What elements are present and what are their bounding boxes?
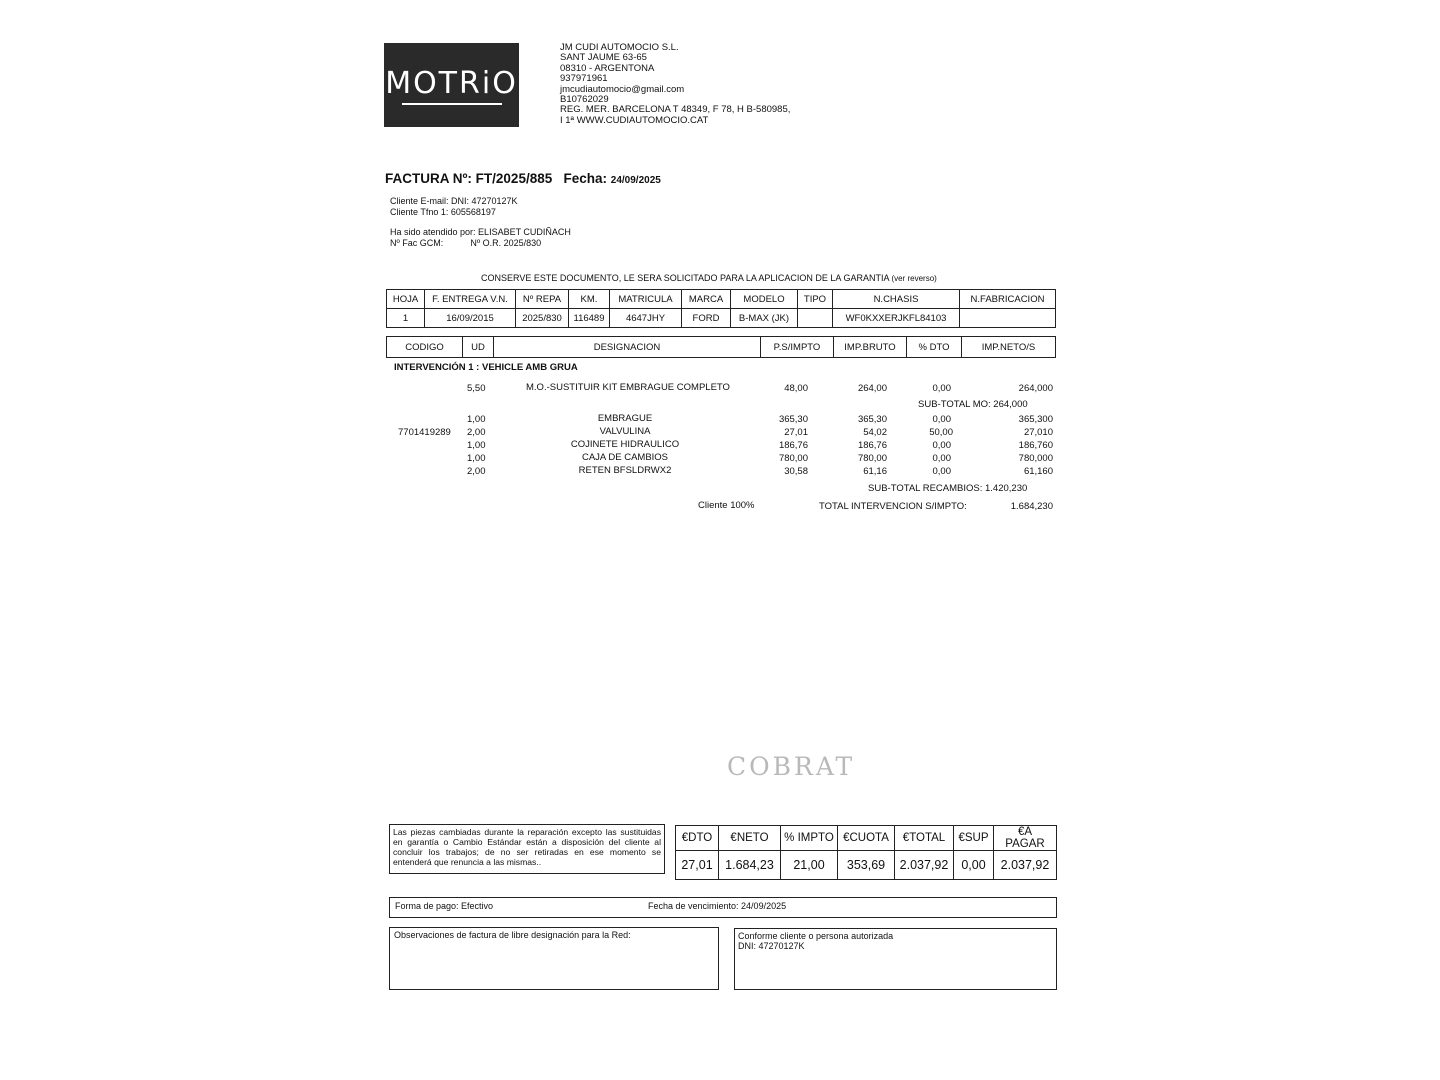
company-phone: 937971961: [560, 73, 608, 85]
logo-underline: [402, 103, 502, 105]
tot-header-dto: €DTO: [676, 826, 719, 851]
company-cif: B10762029: [560, 94, 609, 106]
logo-text: MOTRiO: [385, 65, 518, 101]
vt-header-chasis: N.CHASIS: [833, 290, 960, 309]
lh-ud: UD: [463, 337, 494, 358]
vt-header-hoja: HOJA: [387, 290, 425, 309]
vt-km: 116489: [569, 309, 610, 328]
intervention-title: INTERVENCIÓN 1 : VEHICLE AMB GRUA: [394, 362, 578, 373]
part-designation: EMBRAGUE: [597, 413, 653, 424]
lh-neto: IMP.NETO/S: [962, 337, 1056, 358]
labour-ud: 5,50: [467, 383, 486, 394]
labour-net: 264,000: [1018, 383, 1053, 394]
lh-dto: % DTO: [907, 337, 962, 358]
company-address: SANT JAUME 63-65: [560, 52, 647, 64]
conformity-box: [734, 928, 1057, 990]
vt-repa: 2025/830: [516, 309, 569, 328]
vt-header-matricula: MATRICULA: [610, 290, 682, 309]
part-dto: 50,00: [929, 427, 953, 438]
part-price: 365,30: [778, 414, 808, 425]
attended-info: [390, 227, 571, 248]
tot-neto: 1.684,23: [719, 851, 781, 880]
notice-small: (ver reverso): [891, 274, 937, 283]
vt-tipo: [798, 309, 833, 328]
client-phone: Cliente Tfno 1: 605568197: [390, 206, 496, 217]
vehicle-table-header: [387, 290, 1056, 309]
vt-matricula: 4647JHY: [610, 309, 682, 328]
subtotal-parts: SUB-TOTAL RECAMBIOS: 1.420,230: [868, 483, 1028, 494]
labour-price: 48,00: [784, 383, 808, 394]
tot-header-neto: €NETO: [719, 826, 781, 851]
tot-header-impto: % IMPTO: [781, 826, 838, 851]
part-dto: 0,00: [932, 453, 951, 464]
tot-pagar: 2.037,92: [994, 851, 1057, 880]
client-info: [390, 196, 518, 217]
lh-bruto: IMP.BRUTO: [834, 337, 907, 358]
part-net: 27,010: [1023, 427, 1053, 438]
vt-chasis: WF0KXXERJKFL84103: [833, 309, 960, 328]
conformity-label: Conforme cliente o persona autorizada: [738, 931, 894, 941]
part-ud: 2,00: [467, 466, 486, 477]
part-price: 30,58: [784, 466, 808, 477]
part-gross: 365,30: [857, 414, 887, 425]
vt-header-entrega: F. ENTREGA V.N.: [425, 290, 516, 309]
part-ud: 1,00: [467, 414, 486, 425]
part-ud: 1,00: [467, 440, 486, 451]
tot-total: 2.037,92: [895, 851, 954, 880]
vt-header-repa: Nº REPA: [516, 290, 569, 309]
invoice-date: 24/09/2025: [610, 175, 661, 186]
company-info: [560, 43, 790, 126]
labour-dto: 0,00: [932, 383, 951, 394]
part-gross: 186,76: [857, 440, 887, 451]
total-intervention-label: TOTAL INTERVENCION S/IMPTO:: [819, 501, 967, 512]
observations-label: Observaciones de factura de libre designación para la Red:: [394, 930, 631, 940]
part-dto: 0,00: [932, 466, 951, 477]
paid-stamp: COBRAT: [727, 752, 856, 781]
labour-designation: M.O.-SUSTITUIR KIT EMBRAGUE COMPLETO: [526, 382, 730, 393]
part-net: 186,760: [1018, 440, 1053, 451]
totals-header: [676, 826, 1057, 851]
warranty-note: Las piezas cambiadas durante la reparación excepto las sustituidas en garantía o Cambio Estándar están a disposición del cliente al concluir los trabajos; de no ser retiradas en ese momento se entenderá que renuncia a las mismas..: [389, 824, 665, 874]
payment-box: [389, 897, 1057, 918]
part-designation: COJINETE HIDRAULICO: [570, 439, 680, 450]
company-logo: [384, 43, 519, 127]
total-intervention-value: 1.684,230: [1010, 501, 1053, 512]
part-designation: CAJA DE CAMBIOS: [581, 452, 669, 463]
part-gross: 54,02: [863, 427, 887, 438]
lines-header: [386, 336, 1056, 358]
tot-header-sup: €SUP: [954, 826, 994, 851]
lh-precio: P.S/IMPTO: [761, 337, 834, 358]
attended-by: Ha sido atendido por: ELISABET CUDIÑACH: [390, 227, 571, 237]
company-city: 08310 - ARGENTONA: [560, 62, 655, 74]
vt-header-marca: MARCA: [682, 290, 731, 309]
part-code: 7701419289: [398, 427, 451, 438]
vt-header-fabricacion: N.FABRICACION: [960, 290, 1056, 309]
vehicle-table-row: [387, 309, 1056, 328]
part-gross: 780,00: [857, 453, 887, 464]
vt-header-km: KM.: [569, 290, 610, 309]
company-name: JM CUDI AUTOMOCIO S.L.: [560, 42, 679, 53]
tot-header-cuota: €CUOTA: [838, 826, 895, 851]
vt-marca: FORD: [682, 309, 731, 328]
company-registry: REG. MER. BARCELONA T 48349, F 78, H B-580985,: [560, 104, 791, 116]
company-website: I 1ª WWW.CUDIAUTOMOCIO.CAT: [560, 114, 709, 126]
lh-codigo: CODIGO: [387, 337, 463, 358]
part-net: 61,160: [1023, 466, 1053, 477]
part-designation: VALVULINA: [599, 426, 651, 437]
warranty-notice: [481, 273, 937, 283]
totals-table: [675, 825, 1057, 880]
vt-fabricacion: [960, 309, 1056, 328]
vt-entrega: 16/09/2015: [425, 309, 516, 328]
repair-order: Nº O.R. 2025/830: [470, 237, 542, 248]
client-email: Cliente E-mail: DNI: 47270127K: [390, 196, 518, 206]
invoice-date-label: Fecha:: [563, 171, 608, 186]
tot-cuota: 353,69: [838, 851, 895, 880]
payment-due: Fecha de vencimiento: 24/09/2025: [648, 901, 787, 911]
subtotal-mo: SUB-TOTAL MO: 264,000: [918, 399, 1028, 410]
part-net: 365,300: [1018, 414, 1053, 425]
part-ud: 2,00: [467, 427, 486, 438]
totals-values: [676, 851, 1057, 880]
vt-modelo: B-MAX (JK): [731, 309, 798, 328]
vt-hoja: 1: [387, 309, 425, 328]
tot-dto: 27,01: [676, 851, 719, 880]
part-net: 780,000: [1018, 453, 1053, 464]
company-email: jmcudiautomocio@gmail.com: [560, 83, 685, 95]
client-percent: Cliente 100%: [698, 500, 755, 511]
fac-gcm: Nº Fac GCM:: [390, 237, 444, 248]
vt-header-modelo: MODELO: [731, 290, 798, 309]
payment-method: Forma de pago: Efectivo: [395, 901, 494, 911]
tot-sup: 0,00: [954, 851, 994, 880]
part-price: 780,00: [778, 453, 808, 464]
labour-gross: 264,00: [857, 383, 887, 394]
part-price: 27,01: [784, 427, 808, 438]
invoice-title: [385, 171, 661, 186]
tot-header-total: €TOTAL: [895, 826, 954, 851]
part-dto: 0,00: [932, 414, 951, 425]
part-ud: 1,00: [467, 453, 486, 464]
observations-box: [389, 927, 719, 990]
part-dto: 0,00: [932, 440, 951, 451]
lh-designacion: DESIGNACION: [494, 337, 761, 358]
notice-text: CONSERVE ESTE DOCUMENTO, LE SERA SOLICITADO PARA LA APLICACION DE LA GARANTIA: [481, 273, 889, 283]
part-price: 186,76: [778, 440, 808, 451]
conformity-dni: DNI: 47270127K: [738, 941, 805, 951]
vehicle-table: [386, 289, 1056, 328]
invoice-number: FACTURA Nº: FT/2025/885: [385, 171, 553, 186]
tot-header-pagar: €A PAGAR: [994, 826, 1057, 851]
tot-impto: 21,00: [781, 851, 838, 880]
part-gross: 61,16: [863, 466, 887, 477]
vt-header-tipo: TIPO: [798, 290, 833, 309]
part-designation: RETEN BFSLDRWX2: [578, 465, 672, 476]
